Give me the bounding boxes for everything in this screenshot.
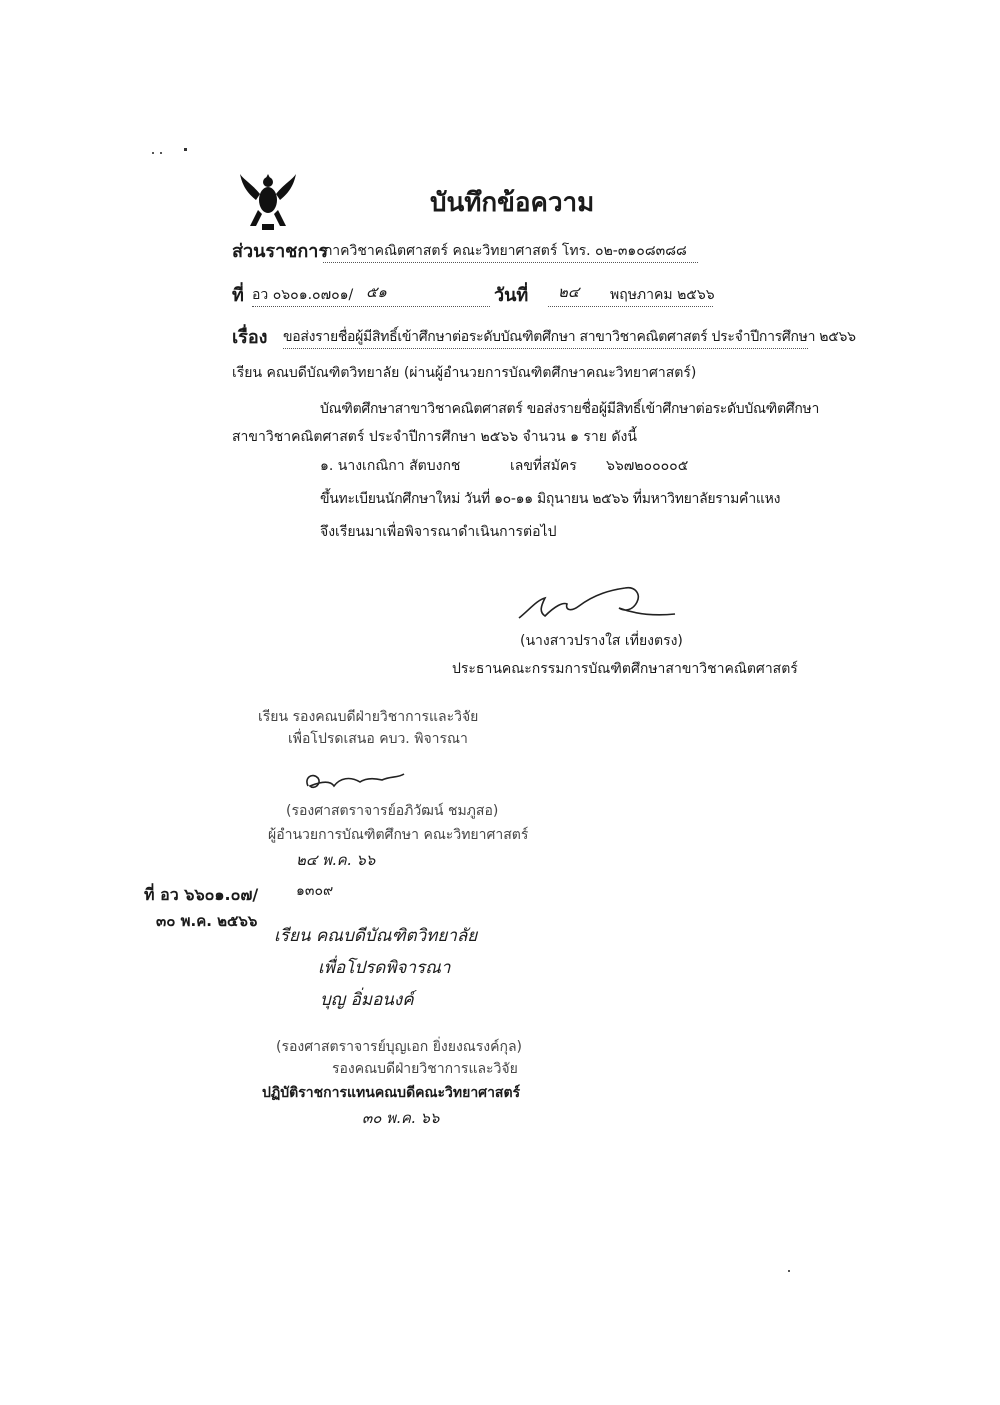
endorse2-position: รองคณบดีฝ่ายวิชาการและวิจัย [332,1061,518,1077]
date-handwritten-day: ๒๔ [558,283,580,301]
endorse2-date-handwritten: ๓๐ พ.ค. ๖๖ [362,1109,440,1127]
scan-speck [160,152,162,154]
endorse2-signature-handwritten: บุญ อิ่มอนงค์ [320,990,414,1010]
student-name: ๑. นางเกณิกา สัตบงกช [320,458,461,474]
memo-title: บันทึกข้อความ [430,188,595,218]
endorse1-name: (รองศาสตราจารย์อภิวัฒน์ ชมภูสอ) [286,803,499,819]
endorse2-date: ๓๐ พ.ค. ๒๕๖๖ [156,912,258,930]
date-value: พฤษภาคม ๒๕๖๖ [548,284,713,307]
ref-handwritten-number: ๕๑ [366,283,387,301]
scan-speck [184,148,187,151]
paragraph1-line1: บัณฑิตศึกษาสาขาวิชาคณิตศาสตร์ ขอส่งรายชื่อผู้มีสิทธิ์เข้าศึกษาต่อระดับบัณฑิตศึกษา [320,401,820,417]
endorse2-ref: ที่ อว ๖๖๐๑.๐๗/ [144,885,259,904]
scan-speck [788,1270,790,1272]
subject-value: ขอส่งรายชื่อผู้มีสิทธิ์เข้าศึกษาต่อระดับบัณฑิตศึกษา สาขาวิชาคณิตศาสตร์ ประจำปีการศึกษา ๒๕๖๖ [283,326,808,349]
signature-2 [300,764,410,798]
student-id: ๖๖๗๒๐๐๐๐๕ [606,458,689,474]
scan-speck [152,152,154,154]
garuda-emblem-icon [238,170,298,232]
paragraph1-line2: สาขาวิชาคณิตศาสตร์ ประจำปีการศึกษา ๒๕๖๖ จำนวน ๑ ราย ดังนี้ [232,429,637,445]
ref-value: อว ๐๖๐๑.๐๗๐๑/ [252,284,490,307]
addressee: เรียน คณบดีบัณฑิตวิทยาลัย (ผ่านผู้อำนวยการบัณฑิตศึกษาคณะวิทยาศาสตร์) [232,365,697,381]
endorse2-ref-number: ๑๓๐๙ [296,883,334,899]
unit-label: ส่วนราชการ [232,241,329,262]
subject-label: เรื่อง [232,327,268,348]
unit-value: ภาควิชาคณิตศาสตร์ คณะวิทยาศาสตร์ โทร. ๐๒-๓๑๐๘๓๘๘ [323,240,698,263]
endorse2-acting: ปฏิบัติราชการแทนคณบดีคณะวิทยาศาสตร์ [262,1085,521,1101]
ref-label: ที่ [232,285,244,306]
signature-1 [515,580,685,630]
endorse1-addressee: เรียน รองคณบดีฝ่ายวิชาการและวิจัย [258,709,479,725]
signer1-name: (นางสาวปรางใส เที่ยงตรง) [520,633,683,649]
closing-line: จึงเรียนมาเพื่อพิจารณาดำเนินการต่อไป [320,524,557,540]
paragraph2: ขึ้นทะเบียนนักศึกษาใหม่ วันที่ ๑๐-๑๑ มิถุนายน ๒๕๖๖ ที่มหาวิทยาลัยรามคำแหง [320,491,781,507]
endorse2-purpose-handwritten: เพื่อโปรดพิจารณา [318,958,451,978]
endorse2-addressee-handwritten: เรียน คณบดีบัณฑิตวิทยาลัย [274,926,478,946]
signer1-position: ประธานคณะกรรมการบัณฑิตศึกษาสาขาวิชาคณิตศาสตร์ [452,661,798,677]
endorse1-date: ๒๔ พ.ค. ๖๖ [296,851,376,869]
endorse1-position: ผู้อำนวยการบัณฑิตศึกษา คณะวิทยาศาสตร์ [268,827,529,843]
student-id-label: เลขที่สมัคร [510,458,577,474]
date-label: วันที่ [494,285,529,306]
endorse1-purpose: เพื่อโปรดเสนอ คบว. พิจารณา [288,731,468,747]
endorse2-name: (รองศาสตราจารย์บุญเอก ยิ่งยงณรงค์กุล) [276,1039,523,1055]
